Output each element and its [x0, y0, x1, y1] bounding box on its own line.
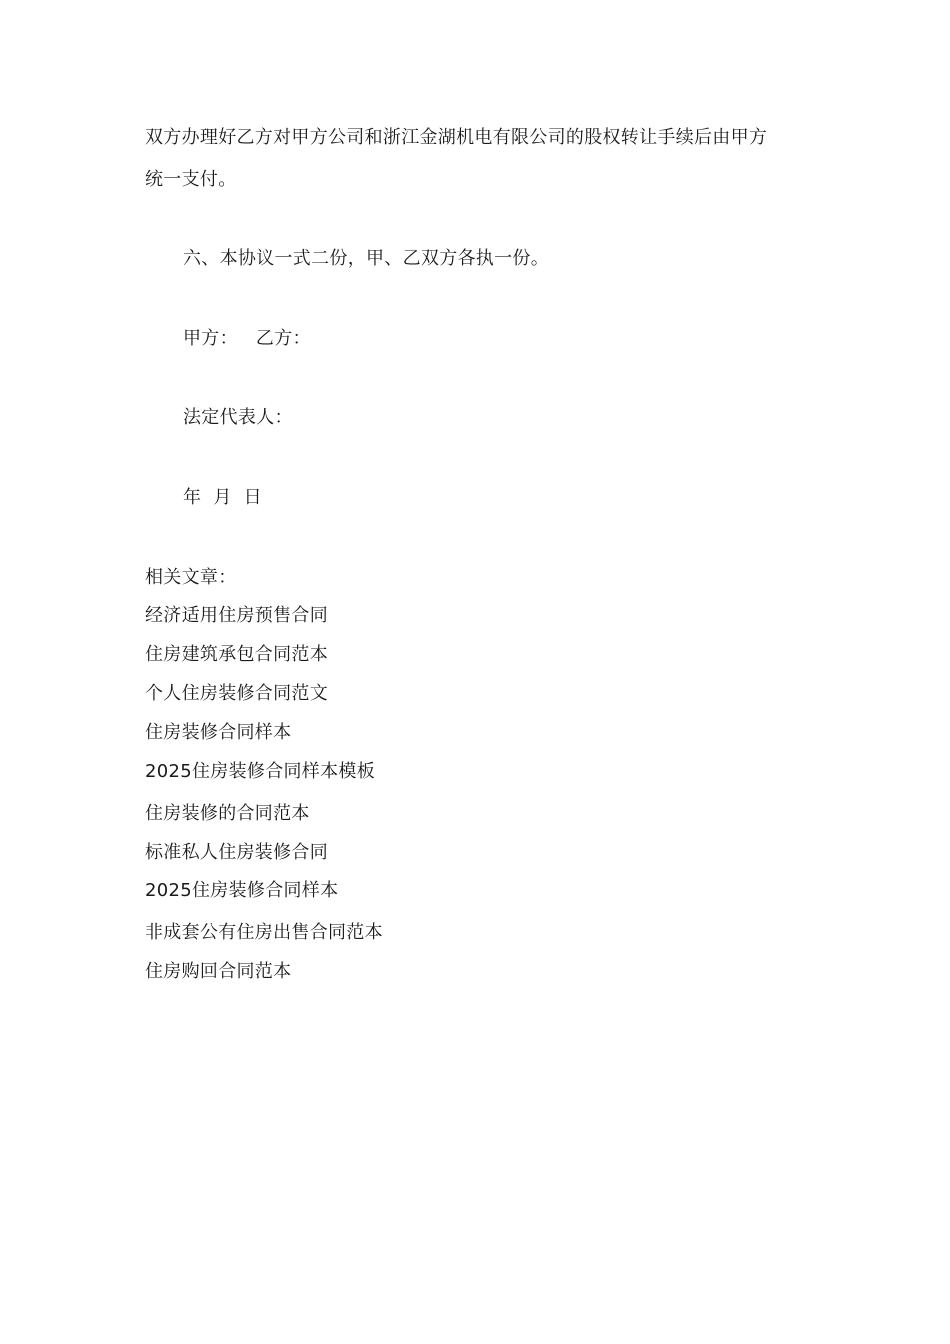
related-link-10[interactable]: 住房购回合同范本 [145, 961, 292, 982]
related-link-3[interactable]: 个人住房装修合同范文 [145, 683, 328, 704]
party-a-label: 甲方： [183, 328, 238, 349]
related-link-9[interactable]: 非成套公有住房出售合同范本 [145, 922, 383, 943]
date-day: 日 [243, 487, 262, 508]
related-link-1[interactable]: 经济适用住房预售合同 [145, 605, 328, 626]
party-b-label: 乙方： [255, 328, 311, 349]
related-link-5[interactable]: 2025住房装修合同样本模板 [145, 761, 376, 782]
date-line [183, 486, 262, 510]
related-link-8[interactable]: 2025住房装修合同样本 [145, 880, 339, 901]
clause-six: 六、本协议一式二份，甲、乙双方各执一份。 [183, 248, 549, 269]
legal-representative-label: 法定代表人： [183, 407, 293, 428]
paragraph-line-1: 双方办理好乙方对甲方公司和浙江金湖机电有限公司的股权转让手续后由甲方 [145, 127, 768, 148]
related-link-2[interactable]: 住房建筑承包合同范本 [145, 644, 328, 665]
signature-line [183, 327, 311, 351]
related-articles-heading: 相关文章： [145, 567, 237, 588]
date-year: 年 [183, 487, 202, 508]
related-link-7[interactable]: 标准私人住房装修合同 [145, 842, 328, 863]
paragraph-line-2: 统一支付。 [145, 169, 237, 190]
related-link-6[interactable]: 住房装修的合同范本 [145, 803, 310, 824]
date-month: 月 [213, 487, 232, 508]
related-link-4[interactable]: 住房装修合同样本 [145, 722, 292, 743]
